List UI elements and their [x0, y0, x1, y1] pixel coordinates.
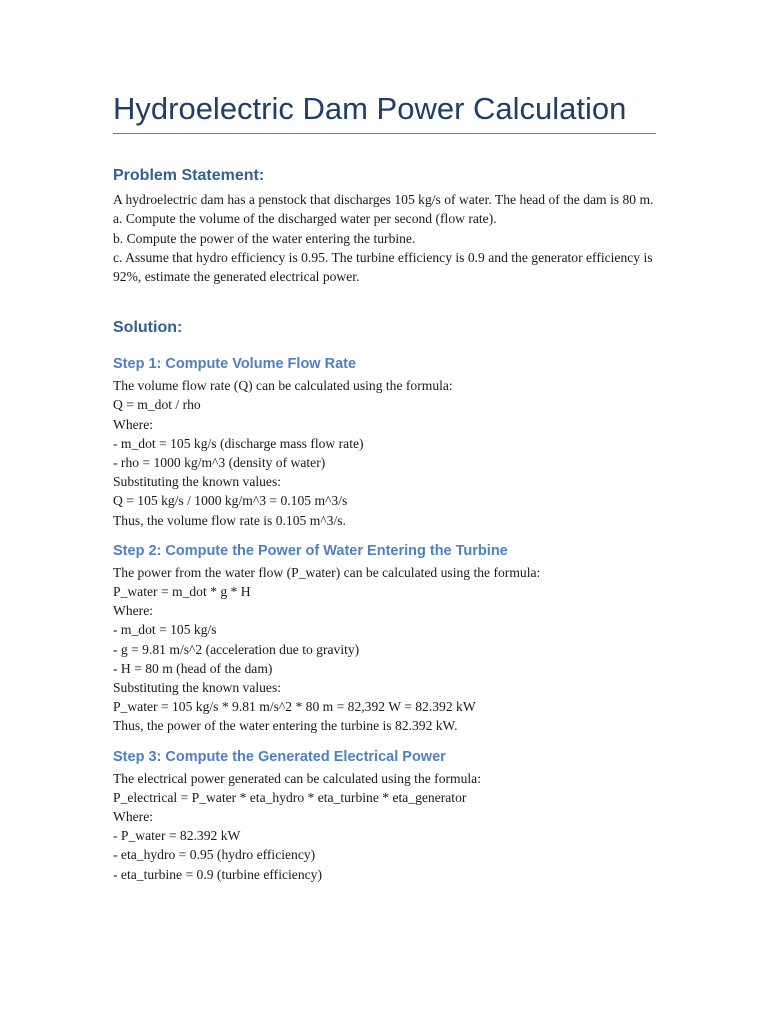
problem-item-a: a. Compute the volume of the discharged water per second (flow rate).: [113, 211, 497, 227]
step-1-line: The volume flow rate (Q) can be calculated using the formula:: [113, 378, 453, 394]
step-3-section: [113, 749, 656, 884]
step-3-line: - eta_turbine = 0.9 (turbine efficiency): [113, 866, 322, 882]
step-2-heading: Step 2: Compute the Power of Water Entering the Turbine: [113, 542, 508, 559]
step-1-line: Thus, the volume flow rate is 0.105 m^3/s.: [113, 512, 346, 528]
step-3-line: P_electrical = P_water * eta_hydro * eta_turbine * eta_generator: [113, 789, 467, 805]
step-2-section: [113, 543, 656, 736]
step-2-line: P_water = m_dot * g * H: [113, 583, 251, 599]
step-2-line: Thus, the power of the water entering the turbine is 82.392 kW.: [113, 718, 458, 734]
step-1-line: - m_dot = 105 kg/s (discharge mass flow rate): [113, 435, 364, 451]
step-2-line: Where:: [113, 603, 153, 619]
step-2-line: P_water = 105 kg/s * 9.81 m/s^2 * 80 m = 82,392 W = 82.392 kW: [113, 699, 476, 715]
step-2-line: - g = 9.81 m/s^2 (acceleration due to gravity): [113, 641, 360, 657]
step-1-line: Where:: [113, 416, 153, 432]
document-title: Hydroelectric Dam Power Calculation: [113, 92, 656, 134]
problem-intro: A hydroelectric dam has a penstock that discharges 105 kg/s of water. The head of the dam is 80 m.: [113, 192, 654, 208]
step-2-line: Substituting the known values:: [113, 679, 282, 695]
step-1-line: - rho = 1000 kg/m^3 (density of water): [113, 454, 326, 470]
problem-item-b: b. Compute the power of the water entering the turbine.: [113, 230, 416, 246]
step-2-line: - H = 80 m (head of the dam): [113, 660, 273, 676]
step-3-line: - eta_hydro = 0.95 (hydro efficiency): [113, 847, 316, 863]
step-1-section: [113, 356, 656, 530]
step-3-heading: Step 3: Compute the Generated Electrical Power: [113, 748, 446, 765]
step-2-line: - m_dot = 105 kg/s: [113, 622, 217, 638]
step-1-line: Q = m_dot / rho: [113, 397, 201, 413]
step-2-line: The power from the water flow (P_water) can be calculated using the formula:: [113, 564, 541, 580]
solution-section: [113, 319, 656, 884]
problem-heading: Problem Statement:: [113, 167, 265, 185]
step-3-line: - P_water = 82.392 kW: [113, 828, 241, 844]
step-1-line: Substituting the known values:: [113, 474, 282, 490]
solution-heading: Solution:: [113, 319, 183, 337]
step-3-line: Where:: [113, 808, 153, 824]
step-3-line: The electrical power generated can be calculated using the formula:: [113, 770, 481, 786]
step-1-line: Q = 105 kg/s / 1000 kg/m^3 = 0.105 m^3/s: [113, 493, 348, 509]
document-page: [113, 92, 656, 884]
step-1-heading: Step 1: Compute Volume Flow Rate: [113, 356, 357, 373]
problem-item-c: c. Assume that hydro efficiency is 0.95. The turbine efficiency is 0.9 and the generator efficiency is 92%, estimate the generated electrical power.: [113, 249, 653, 284]
problem-section: [113, 167, 656, 286]
